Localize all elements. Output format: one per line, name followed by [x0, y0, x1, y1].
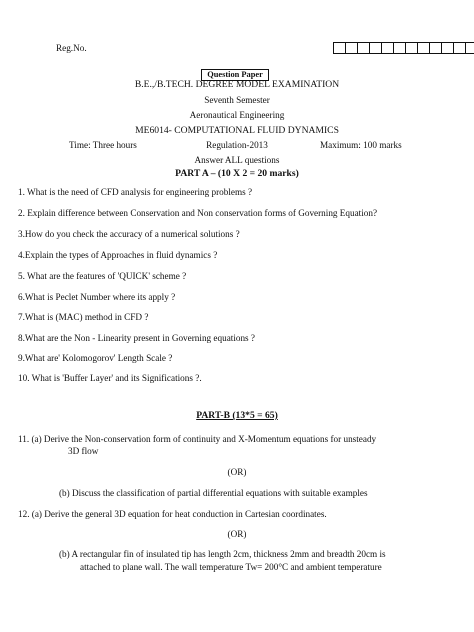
or-separator: (OR): [227, 529, 247, 539]
part-a-question: 7.What is (MAC) method in CFD ?: [18, 312, 149, 322]
department: Aeronautical Engineering: [189, 110, 285, 120]
degree-title: B.E.,/B.TECH. DEGREE MODEL EXAMINATION: [134, 79, 340, 90]
part-a-question: 8.What are the Non - Linearity present in Governing equations ?: [18, 333, 256, 343]
reg-digit-box: [465, 42, 474, 54]
question-paper-badge: Question Paper: [201, 69, 269, 81]
max-marks-label: Maximum: 100 marks: [320, 140, 402, 150]
part-a-question: 3.How do you check the accuracy of a numerical solutions ?: [18, 229, 240, 239]
part-b-title-text: PART-B (13*5 = 65): [196, 410, 278, 421]
part-a-question: 10. What is 'Buffer Layer' and its Significations ?.: [18, 373, 202, 383]
regulation: Regulation-2013: [206, 140, 268, 150]
q12a: 12. (a) Derive the general 3D equation for heat conduction in Cartesian coordinates.: [18, 509, 327, 519]
course-title: ME6014- COMPUTATIONAL FLUID DYNAMICS: [135, 125, 339, 136]
part-a-question: 5. What are the features of 'QUICK' scheme ?: [18, 271, 187, 281]
reg-number-boxes: [334, 42, 474, 54]
time-label: Time: Three hours: [69, 140, 137, 150]
part-a-question: 2. Explain difference between Conservation and Non conservation forms of Governing Equation?: [18, 208, 378, 218]
q11a-line1: 11. (a) Derive the Non-conservation form of continuity and X-Momentum equations for unsteady: [18, 434, 377, 444]
q11a-line2: 3D flow: [68, 446, 99, 456]
or-separator: (OR): [227, 467, 247, 477]
instruction: Answer ALL questions: [194, 155, 280, 165]
reg-no-label: Reg.No.: [56, 43, 87, 53]
part-a-question: 9.What are' Kolomogorov' Length Scale ?: [18, 353, 173, 363]
q12b-line1: (b) A rectangular fin of insulated tip has length 2cm, thickness 2mm and breadth 20cm is: [59, 549, 386, 559]
semester: Seventh Semester: [204, 95, 270, 105]
part-a-question: 6.What is Peclet Number where its apply ?: [18, 292, 176, 302]
part-a-question: 1. What is the need of CFD analysis for engineering problems ?: [18, 187, 253, 197]
part-b-title: [0, 410, 474, 421]
part-a-question: 4.Explain the types of Approaches in fluid dynamics ?: [18, 250, 218, 260]
part-a-title: PART A – (10 X 2 = 20 marks): [175, 168, 299, 179]
q11b: (b) Discuss the classification of partial differential equations with suitable examples: [59, 488, 368, 498]
q12b-line2: attached to plane wall. The wall temperature Tw= 200°C and ambient temperature: [80, 562, 382, 572]
